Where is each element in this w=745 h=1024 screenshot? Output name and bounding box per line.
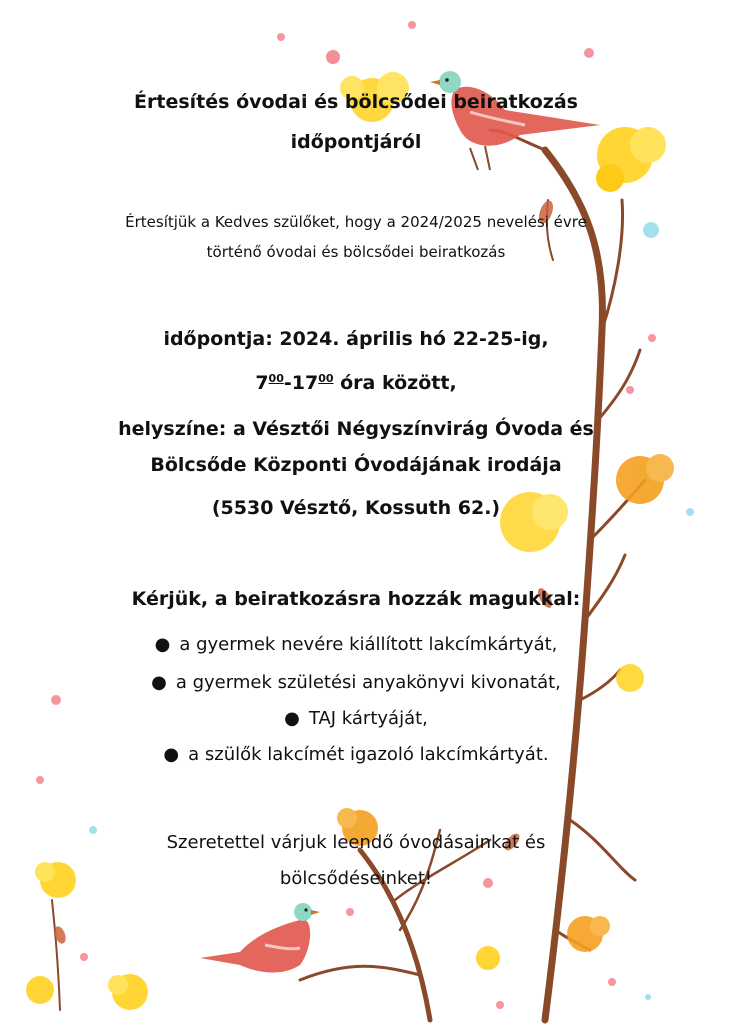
enrollment-date: időpontja: 2024. április hó 22-25-ig, (163, 328, 549, 350)
list-item (0, 708, 712, 729)
time-separator: - (283, 372, 292, 394)
list-item-text: a gyermek születési anyakönyvi kivonatát, (175, 672, 561, 693)
notice-title-line-1: Értesítés óvodai és bölcsődei beiratkozás (134, 91, 578, 113)
bullet-icon: ● (151, 672, 167, 693)
time-start-minutes: 00 (268, 372, 284, 385)
list-item-text: a szülők lakcímét igazoló lakcímkártyát. (188, 744, 549, 765)
time-end-minutes: 00 (318, 372, 334, 385)
list-item (0, 634, 712, 655)
list-item (0, 672, 712, 693)
notice-title-line-2: időpontjáról (290, 131, 422, 153)
location-line-2: Bölcsőde Központi Óvodájának irodája (150, 454, 562, 476)
time-start-hour: 7 (255, 372, 269, 394)
request-heading: Kérjük, a beiratkozásra hozzák magukkal: (131, 588, 581, 610)
list-item-text: a gyermek nevére kiállított lakcímkártyát, (179, 634, 558, 655)
location-address: (5530 Vésztő, Kossuth 62.) (211, 497, 501, 519)
intro-line-1: Értesítjük a Kedves szülőket, hogy a 2024/2025 nevelési évre (125, 213, 587, 231)
bullet-icon: ● (163, 744, 180, 765)
closing-line-2: bölcsődéseinket! (279, 868, 433, 889)
intro-line-2: történő óvodai és bölcsődei beiratkozás (206, 243, 506, 261)
list-item-text: TAJ kártyáját, (308, 708, 428, 729)
bullet-icon: ● (284, 708, 300, 729)
time-suffix: óra között, (333, 372, 457, 394)
list-item (0, 744, 712, 765)
closing-line-1: Szeretettel várjuk leendő óvodásainkat és (166, 832, 546, 853)
location-line-1: helyszíne: a Vésztői Négyszínvirág Óvoda és (118, 418, 594, 440)
enrollment-time (0, 372, 712, 394)
time-end-hour: 17 (291, 372, 319, 394)
bullet-icon: ● (154, 634, 171, 655)
